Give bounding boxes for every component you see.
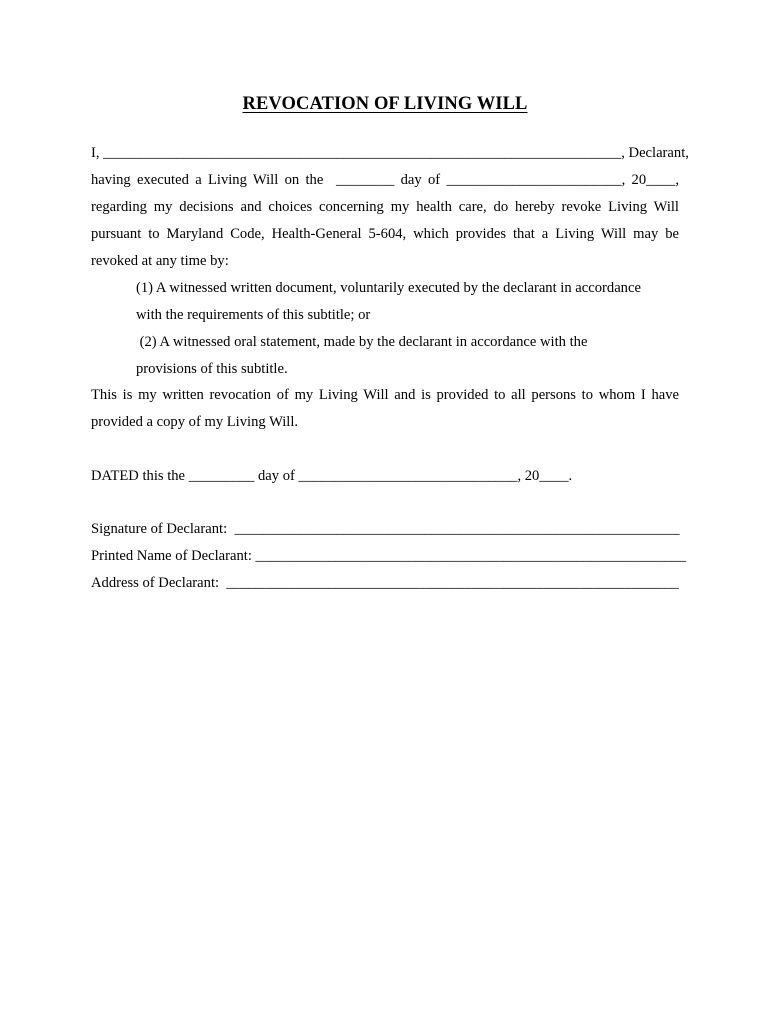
signature-line: Signature of Declarant: _____________________________________________________________ — [91, 521, 680, 537]
body-text-line: This is my written revocation of my Living Will and is provided to all persons to whom I have — [91, 387, 679, 403]
list-item: with the requirements of this subtitle; or — [136, 307, 371, 323]
body-text-line: provided a copy of my Living Will. — [91, 414, 299, 430]
list-item: (2) A witnessed oral statement, made by the declarant in accordance with the — [136, 334, 588, 350]
list-item: provisions of this subtitle. — [136, 361, 288, 377]
body-text-line: revoked at any time by: — [91, 253, 229, 269]
execution-date-line: having executed a Living Will on the ________ day of ________________________, 20____, — [91, 172, 679, 188]
list-item: (1) A witnessed written document, voluntarily executed by the declarant in accordance — [136, 280, 641, 296]
document-title: REVOCATION OF LIVING WILL — [242, 94, 528, 114]
declarant-name-line: I, _______________________________________________________________________, Declarant, — [91, 145, 689, 161]
address-line: Address of Declarant: ______________________________________________________________ — [91, 575, 679, 591]
body-text-line: pursuant to Maryland Code, Health-General 5-604, which provides that a Living Will may be — [91, 226, 679, 242]
dated-line: DATED this the _________ day of ______________________________, 20____. — [91, 468, 573, 484]
body-text-line: regarding my decisions and choices concerning my health care, do hereby revoke Living Will — [91, 199, 679, 215]
printed-name-line: Printed Name of Declarant: ___________________________________________________________ — [91, 548, 687, 564]
